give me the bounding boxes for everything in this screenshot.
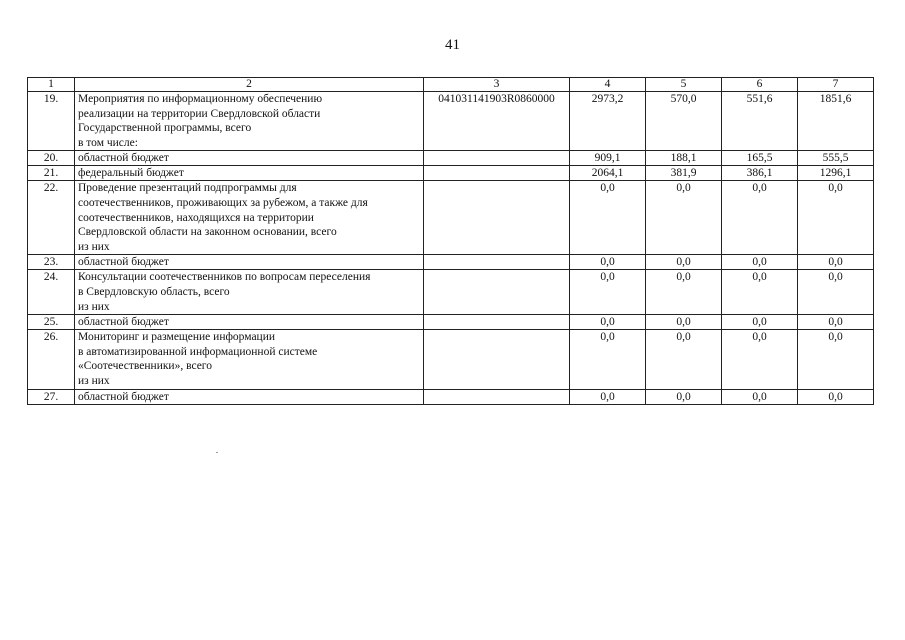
row-description: Мониторинг и размещение информации в автоматизированной информационной системе «Соотечественники», всего из них xyxy=(75,330,424,389)
table-row xyxy=(28,270,874,315)
value-col-7: 0,0 xyxy=(798,270,874,315)
budget-table xyxy=(27,77,874,405)
column-header: 2 xyxy=(75,78,424,92)
budget-code xyxy=(424,255,570,270)
value-col-7: 1851,6 xyxy=(798,92,874,151)
row-number: 25. xyxy=(28,315,75,330)
value-col-6: 0,0 xyxy=(722,270,798,315)
value-col-5: 0,0 xyxy=(646,330,722,389)
column-header: 6 xyxy=(722,78,798,92)
value-col-4: 0,0 xyxy=(570,389,646,404)
table-row xyxy=(28,166,874,181)
value-col-6: 0,0 xyxy=(722,255,798,270)
value-col-4: 0,0 xyxy=(570,330,646,389)
value-col-6: 165,5 xyxy=(722,151,798,166)
row-number: 22. xyxy=(28,181,75,255)
value-col-7: 0,0 xyxy=(798,389,874,404)
budget-code xyxy=(424,315,570,330)
value-col-4: 0,0 xyxy=(570,181,646,255)
row-number: 24. xyxy=(28,270,75,315)
budget-code xyxy=(424,389,570,404)
value-col-7: 0,0 xyxy=(798,315,874,330)
column-header: 7 xyxy=(798,78,874,92)
table-row xyxy=(28,92,874,151)
row-description: Консультации соотечественников по вопросам переселения в Свердловскую область, всего из них xyxy=(75,270,424,315)
scan-speck xyxy=(216,452,218,453)
row-description: областной бюджет xyxy=(75,255,424,270)
row-description: областной бюджет xyxy=(75,151,424,166)
budget-code: 041031141903R0860000 xyxy=(424,92,570,151)
row-number: 19. xyxy=(28,92,75,151)
row-number: 27. xyxy=(28,389,75,404)
value-col-6: 0,0 xyxy=(722,315,798,330)
table-row xyxy=(28,181,874,255)
row-number: 20. xyxy=(28,151,75,166)
value-col-5: 0,0 xyxy=(646,315,722,330)
value-col-4: 0,0 xyxy=(570,315,646,330)
table-row xyxy=(28,330,874,389)
budget-code xyxy=(424,166,570,181)
row-description: областной бюджет xyxy=(75,315,424,330)
value-col-7: 0,0 xyxy=(798,330,874,389)
row-description: областной бюджет xyxy=(75,389,424,404)
value-col-6: 0,0 xyxy=(722,389,798,404)
table-header-row xyxy=(28,78,874,92)
column-header: 1 xyxy=(28,78,75,92)
table-row xyxy=(28,315,874,330)
value-col-4: 2064,1 xyxy=(570,166,646,181)
value-col-6: 551,6 xyxy=(722,92,798,151)
row-description: федеральный бюджет xyxy=(75,166,424,181)
value-col-6: 0,0 xyxy=(722,181,798,255)
value-col-7: 0,0 xyxy=(798,181,874,255)
column-header: 4 xyxy=(570,78,646,92)
table-row xyxy=(28,255,874,270)
budget-code xyxy=(424,181,570,255)
budget-code xyxy=(424,330,570,389)
value-col-5: 0,0 xyxy=(646,255,722,270)
budget-code xyxy=(424,270,570,315)
column-header: 5 xyxy=(646,78,722,92)
value-col-7: 555,5 xyxy=(798,151,874,166)
row-number: 23. xyxy=(28,255,75,270)
column-header: 3 xyxy=(424,78,570,92)
value-col-7: 1296,1 xyxy=(798,166,874,181)
value-col-4: 909,1 xyxy=(570,151,646,166)
value-col-5: 0,0 xyxy=(646,270,722,315)
value-col-5: 188,1 xyxy=(646,151,722,166)
value-col-7: 0,0 xyxy=(798,255,874,270)
row-number: 26. xyxy=(28,330,75,389)
value-col-5: 381,9 xyxy=(646,166,722,181)
value-col-6: 0,0 xyxy=(722,330,798,389)
budget-code xyxy=(424,151,570,166)
row-description: Мероприятия по информационному обеспечению реализации на территории Свердловской области Государственной программы, всего в том числе: xyxy=(75,92,424,151)
value-col-5: 0,0 xyxy=(646,389,722,404)
value-col-5: 570,0 xyxy=(646,92,722,151)
table-row xyxy=(28,151,874,166)
value-col-5: 0,0 xyxy=(646,181,722,255)
row-number: 21. xyxy=(28,166,75,181)
value-col-6: 386,1 xyxy=(722,166,798,181)
row-description: Проведение презентаций подпрограммы для соотечественников, проживающих за рубежом, а также для соотечественников, находящихся на территории Свердловской области на законном основании, всего из них xyxy=(75,181,424,255)
value-col-4: 2973,2 xyxy=(570,92,646,151)
value-col-4: 0,0 xyxy=(570,255,646,270)
page-number: 41 xyxy=(445,37,460,53)
value-col-4: 0,0 xyxy=(570,270,646,315)
table-row xyxy=(28,389,874,404)
